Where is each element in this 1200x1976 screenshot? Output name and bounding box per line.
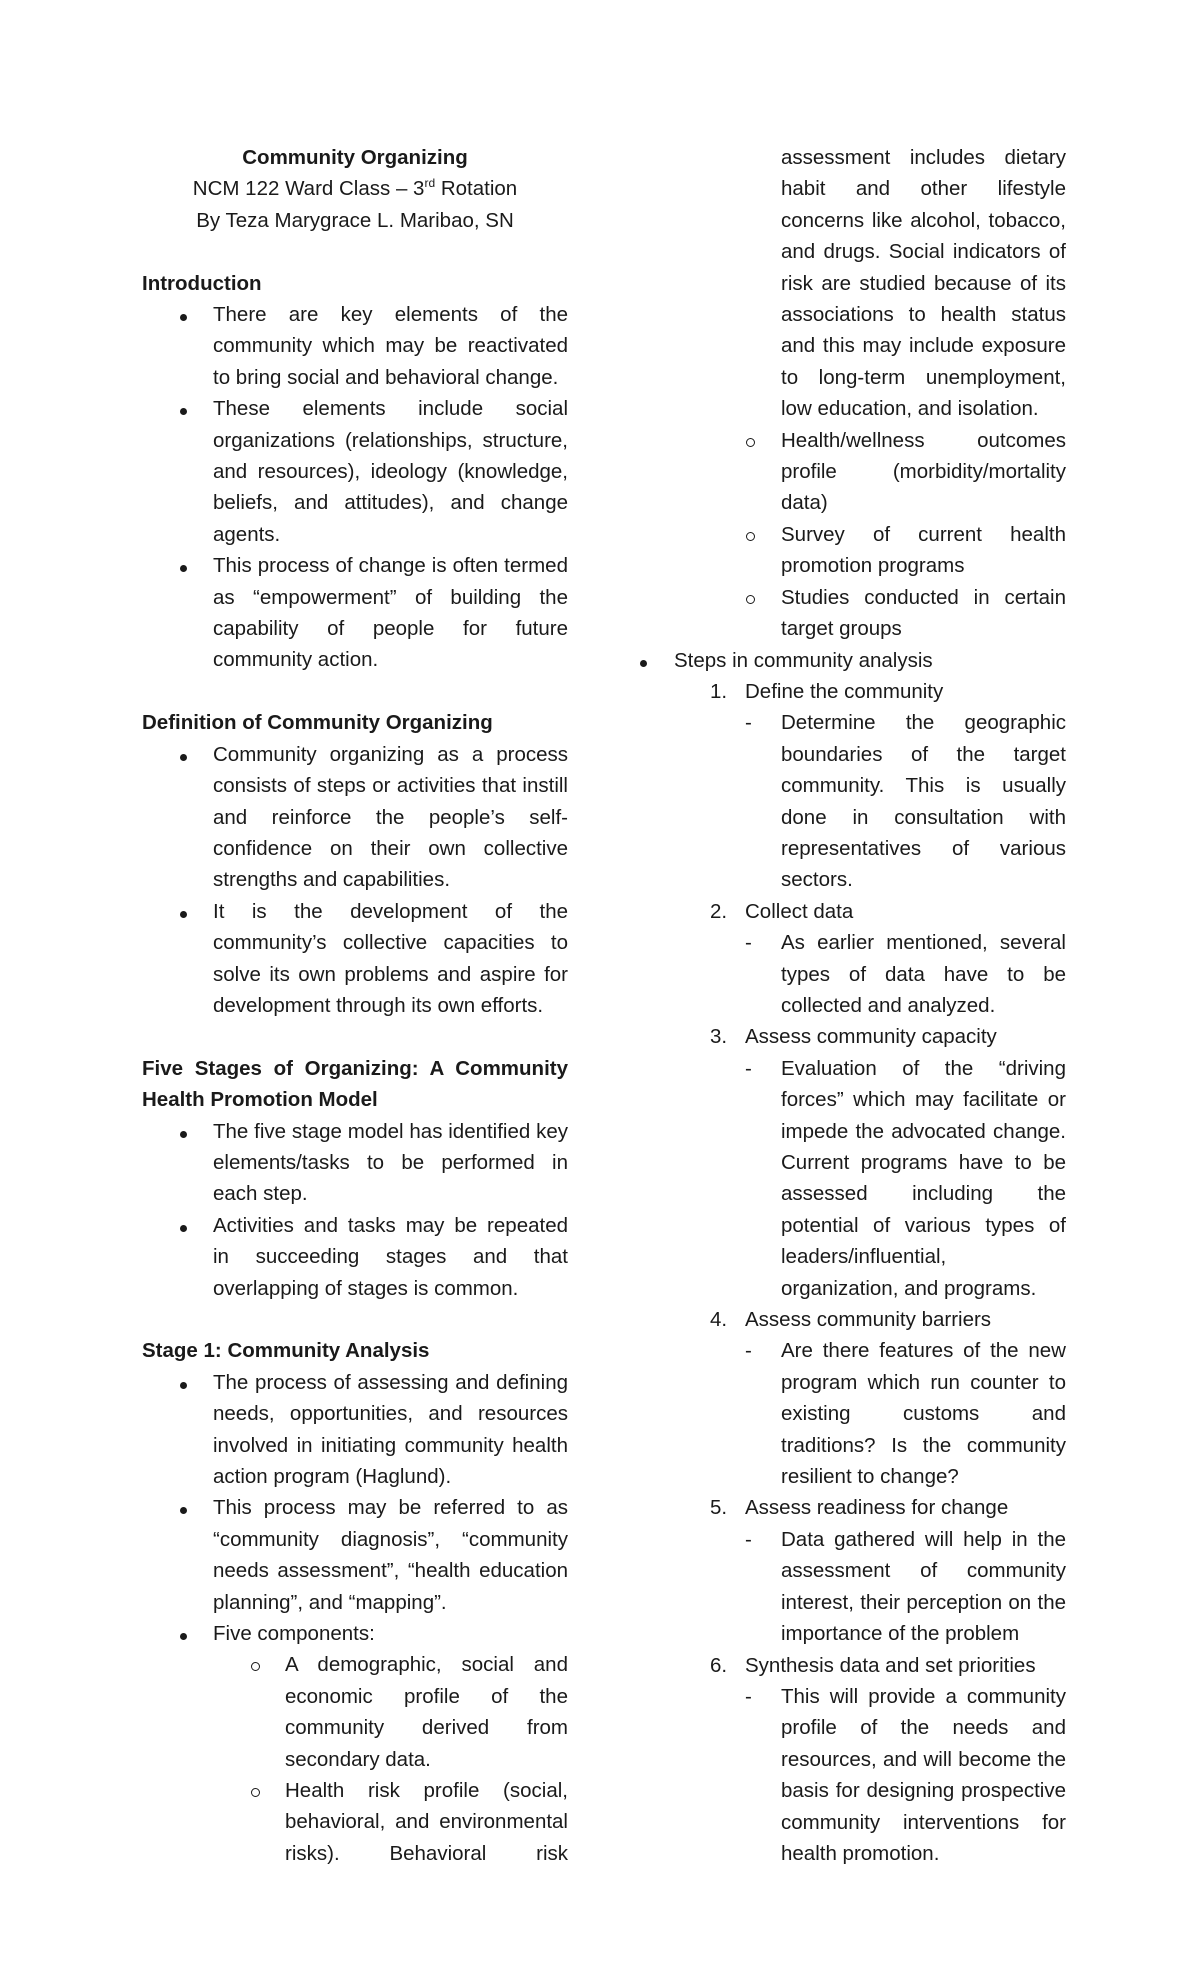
introduction-heading: Introduction bbox=[142, 271, 262, 295]
list-item: This process may be referred to as “community diagnosis”, “community needs assessment”, “health education planning”, and “mapping”. bbox=[142, 1492, 568, 1618]
definition-list bbox=[142, 739, 568, 1022]
components-more-list bbox=[674, 425, 1066, 645]
circle-bullet-icon bbox=[746, 595, 755, 604]
title-block bbox=[142, 142, 568, 236]
list-item: Health risk profile (social, behavioral, and environmental risks). Behavioral risk bbox=[142, 1775, 568, 1869]
list-item: The process of assessing and defining needs, opportunities, and resources involved in initiating community health action program (Haglund). bbox=[142, 1367, 568, 1493]
stage1-list bbox=[142, 1367, 568, 1650]
five-stages-list bbox=[142, 1116, 568, 1304]
bullet-icon bbox=[180, 408, 187, 415]
left-column bbox=[142, 142, 568, 1869]
step-item: 2. Collect data - As earlier mentioned, several types of data have to be collected and analyzed. bbox=[710, 899, 1066, 1017]
step-item: 4. Assess community barriers - Are there features of the new program which run counter to existing customs and traditions? Is the community resilient to change? bbox=[710, 1308, 1066, 1489]
list-item: These elements include social organizations (relationships, structure, and resources), ideology (knowledge, beliefs, and attitudes), and change agents. bbox=[142, 393, 568, 550]
circle-bullet-icon bbox=[746, 438, 755, 447]
course-line: NCM 122 Ward Class – 3rd Rotation bbox=[192, 176, 518, 201]
circle-bullet-icon bbox=[251, 1662, 260, 1671]
list-item: Activities and tasks may be repeated in succeeding stages and that overlapping of stages is common. bbox=[142, 1210, 568, 1304]
circle-bullet-icon bbox=[251, 1788, 260, 1797]
bullet-icon bbox=[180, 911, 187, 918]
bullet-icon bbox=[180, 565, 187, 572]
bullet-icon bbox=[180, 754, 187, 761]
steps-bullet: Steps in community analysis bbox=[638, 645, 1066, 676]
list-item: The five stage model has identified key elements/tasks to be performed in each step. bbox=[142, 1116, 568, 1210]
circle-bullet-icon bbox=[746, 532, 755, 541]
list-item: Five components: bbox=[142, 1618, 568, 1649]
bullet-icon bbox=[180, 1382, 187, 1389]
list-item: It is the development of the community’s collective capacities to solve its own problems and aspire for development through its own efforts. bbox=[142, 896, 568, 1022]
step-item: 5. Assess readiness for change - Data gathered will help in the assessment of community interest, their perception on the importance of the problem bbox=[710, 1496, 1066, 1646]
introduction-list bbox=[142, 299, 568, 676]
bullet-icon bbox=[180, 1633, 187, 1640]
bullet-icon bbox=[180, 1131, 187, 1138]
author-line: By Teza Marygrace L. Maribao, SN bbox=[196, 208, 514, 232]
step-item: 6. Synthesis data and set priorities - This will provide a community profile of the needs and resources, and will become the basis for designing prospective community interventions for health promotion. bbox=[710, 1653, 1066, 1865]
bullet-icon bbox=[640, 660, 647, 667]
right-column bbox=[674, 142, 1066, 1869]
list-item: This process of change is often termed as “empowerment” of building the capability of people for future community action. bbox=[142, 550, 568, 676]
list-item: Studies conducted in certain target groups bbox=[674, 582, 1066, 645]
list-item: There are key elements of the community which may be reactivated to bring social and behavioral change. bbox=[142, 299, 568, 393]
bullet-icon bbox=[180, 1225, 187, 1232]
definition-heading: Definition of Community Organizing bbox=[142, 711, 493, 735]
step-item: 1. Define the community - Determine the geographic boundaries of the target community. This is usually done in consultation with representatives of various sectors. bbox=[710, 679, 1066, 892]
components-list bbox=[142, 1649, 568, 1869]
bullet-icon bbox=[180, 1507, 187, 1514]
steps-list bbox=[674, 676, 1066, 1869]
list-item: Health/wellness outcomes profile (morbidity/mortality data) bbox=[674, 425, 1066, 519]
list-item: A demographic, social and economic profile of the community derived from secondary data. bbox=[142, 1649, 568, 1775]
document-title: Community Organizing bbox=[242, 146, 468, 169]
stage1-heading: Stage 1: Community Analysis bbox=[142, 1339, 430, 1363]
list-item: Community organizing as a process consists of steps or activities that instill and reinforce the people’s self-confidence on their own collective strengths and capabilities. bbox=[142, 739, 568, 896]
component-continuation: assessment includes dietary habit and other lifestyle concerns like alcohol, tobacco, and drugs. Social indicators of risk are studied because of its associations to health status and this may include exposure to long-term unemployment, low education, and isolation. bbox=[781, 146, 1066, 421]
five-stages-heading: Five Stages of Organizing: A Community Health Promotion Model bbox=[142, 1056, 568, 1112]
step-item: 3. Assess community capacity - Evaluation of the “driving forces” which may facilitate or impede the advocated change. Current programs have to be assessed including the potential of various types of leaders/influential, organization, and programs. bbox=[710, 1025, 1066, 1300]
list-item: Survey of current health promotion programs bbox=[674, 519, 1066, 582]
bullet-icon bbox=[180, 314, 187, 321]
